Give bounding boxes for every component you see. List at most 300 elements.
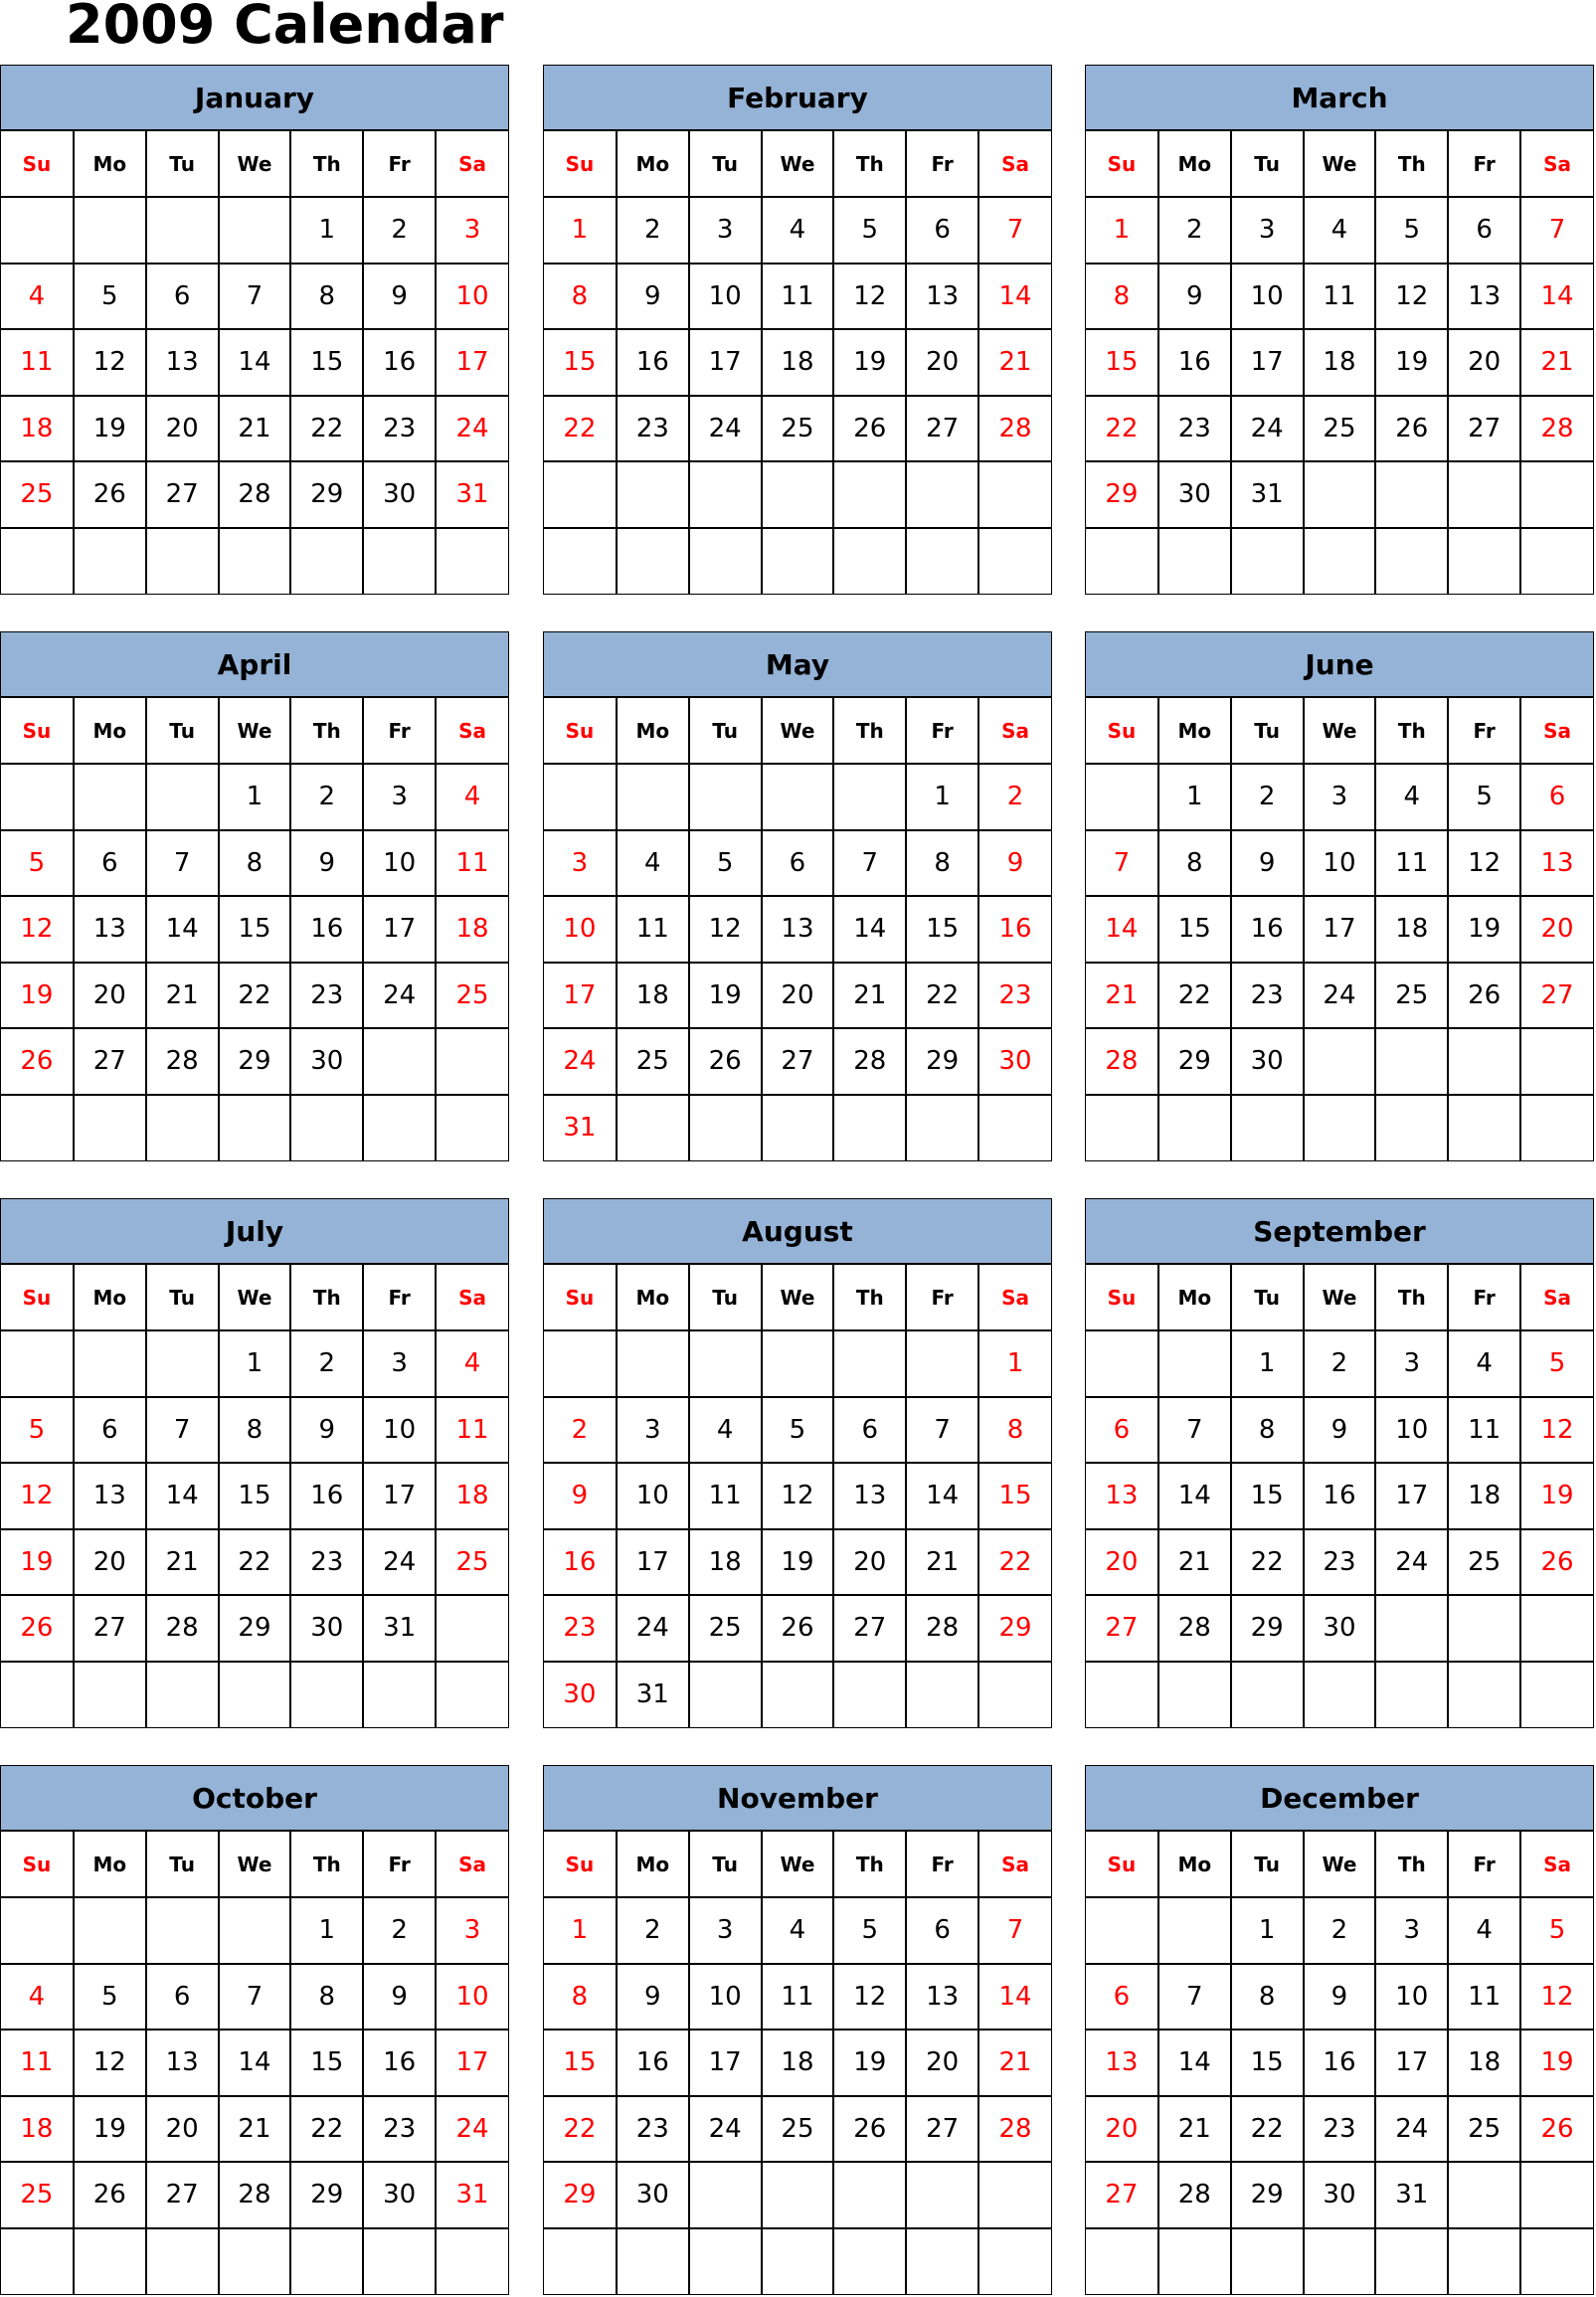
day-cell [544,1330,617,1397]
week-row [544,1964,1051,2031]
day-cell: 22 [1158,963,1231,1029]
day-cell: 11 [689,1463,762,1529]
day-cell [1,197,74,264]
week-row [1086,1897,1593,1964]
day-cell [689,461,762,528]
week-row [544,2096,1051,2163]
day-cell: 15 [906,896,978,963]
day-cell: 8 [544,1964,617,2031]
day-cell: 18 [436,896,508,963]
day-cell: 16 [1304,1463,1376,1529]
day-cell: 30 [290,1595,363,1662]
day-cell: 15 [1231,1463,1304,1529]
day-cell: 16 [1231,896,1304,963]
day-cell: 4 [1375,764,1448,830]
week-row [1086,329,1593,396]
month-name: May [544,632,1051,698]
day-cell: 19 [833,329,906,396]
week-row [1086,197,1593,264]
weekday-header-row [544,1265,1051,1330]
day-cell: 26 [1520,1529,1593,1596]
day-cell [219,1897,291,1964]
weekday-label: We [1304,698,1376,764]
weekday-label: We [1304,1832,1376,1897]
day-cell: 7 [1520,197,1593,264]
weekday-label: We [762,1832,834,1897]
day-cell: 15 [219,1463,291,1529]
day-cell: 21 [1520,329,1593,396]
weekday-label: Mo [1158,1832,1231,1897]
day-cell: 21 [219,396,291,462]
day-cell: 4 [762,197,834,264]
day-cell: 6 [833,1397,906,1464]
month-august [543,1198,1052,1728]
day-cell: 1 [906,764,978,830]
day-cell [906,2162,978,2228]
weekday-label: We [219,131,291,197]
month-table [544,1832,1051,2294]
month-table [1086,698,1593,1160]
month-january [0,65,509,595]
day-cell: 25 [689,1595,762,1662]
day-cell: 30 [290,1028,363,1095]
day-cell: 14 [219,329,291,396]
day-cell: 31 [436,461,508,528]
day-cell: 30 [1158,461,1231,528]
week-row [1,896,508,963]
day-cell: 30 [978,1028,1051,1095]
day-cell: 7 [906,1397,978,1464]
week-row [1,264,508,330]
day-cell: 26 [1,1595,74,1662]
day-cell: 30 [1304,2162,1376,2228]
weekday-label: Tu [689,131,762,197]
day-cell [762,2228,834,2295]
day-cell: 26 [689,1028,762,1095]
day-cell [1,2228,74,2295]
day-cell: 13 [1448,264,1520,330]
day-cell: 14 [146,896,219,963]
weekday-label: Sa [436,131,508,197]
weekday-label: Mo [74,698,146,764]
weekday-label: Th [833,1265,906,1330]
day-cell: 13 [906,264,978,330]
day-cell: 25 [1448,2096,1520,2163]
day-cell: 10 [689,1964,762,2031]
day-cell: 4 [762,1897,834,1964]
weekday-header-row [1086,698,1593,764]
day-cell: 10 [436,264,508,330]
weekday-label: Su [1086,1832,1158,1897]
day-cell: 4 [1448,1330,1520,1397]
day-cell: 23 [363,396,436,462]
day-cell [290,528,363,595]
day-cell: 25 [617,1028,689,1095]
day-cell [1448,2228,1520,2295]
day-cell: 6 [1086,1397,1158,1464]
day-cell: 22 [1231,2096,1304,2163]
day-cell: 7 [146,830,219,897]
day-cell: 5 [74,1964,146,2031]
weekday-label: Su [544,131,617,197]
day-cell [363,2228,436,2295]
day-cell: 5 [1448,764,1520,830]
day-cell [436,1095,508,1161]
day-cell: 8 [1086,264,1158,330]
weekday-label: Mo [617,698,689,764]
week-row [544,528,1051,595]
day-cell: 6 [1520,764,1593,830]
week-row [1,1595,508,1662]
day-cell: 29 [290,461,363,528]
day-cell: 19 [762,1529,834,1596]
weekday-label: Th [290,131,363,197]
day-cell: 19 [74,2096,146,2163]
weekday-label: Su [1086,131,1158,197]
day-cell [762,461,834,528]
week-row [1,764,508,830]
week-row [1,1897,508,1964]
day-cell: 1 [219,764,291,830]
day-cell [1304,1095,1376,1161]
day-cell: 19 [689,963,762,1029]
month-table [1,1265,508,1727]
weekday-label: Fr [1448,1265,1520,1330]
day-cell [1375,1095,1448,1161]
day-cell: 10 [1231,264,1304,330]
day-cell: 7 [1158,1397,1231,1464]
day-cell: 22 [1086,396,1158,462]
weekday-header-row [1,1832,508,1897]
day-cell [1,1330,74,1397]
day-cell: 6 [146,264,219,330]
day-cell [689,1330,762,1397]
day-cell: 29 [978,1595,1051,1662]
day-cell: 29 [219,1028,291,1095]
day-cell: 6 [1448,197,1520,264]
week-row [1086,1529,1593,1596]
day-cell [219,1095,291,1161]
day-cell: 13 [906,1964,978,2031]
day-cell: 12 [1,896,74,963]
day-cell: 27 [906,2096,978,2163]
weekday-label: Fr [363,1832,436,1897]
day-cell: 3 [436,197,508,264]
day-cell: 20 [833,1529,906,1596]
weekday-label: Mo [617,131,689,197]
day-cell: 20 [906,329,978,396]
day-cell: 27 [74,1595,146,1662]
day-cell [146,528,219,595]
day-cell: 10 [436,1964,508,2031]
day-cell: 7 [219,1964,291,2031]
weekday-label: Tu [1231,1265,1304,1330]
day-cell [689,764,762,830]
weekday-header-row [1086,131,1593,197]
month-name: November [544,1766,1051,1832]
weekday-label: Su [1086,698,1158,764]
day-cell: 25 [1,461,74,528]
day-cell: 22 [219,963,291,1029]
day-cell: 11 [436,830,508,897]
day-cell: 11 [617,896,689,963]
day-cell: 28 [833,1028,906,1095]
day-cell: 9 [1158,264,1231,330]
day-cell: 3 [363,764,436,830]
day-cell: 21 [1158,1529,1231,1596]
day-cell [74,1330,146,1397]
day-cell [1086,528,1158,595]
day-cell [689,528,762,595]
day-cell: 4 [1448,1897,1520,1964]
weekday-header-row [544,698,1051,764]
week-row [1086,396,1593,462]
day-cell [689,2162,762,2228]
day-cell [1375,2228,1448,2295]
week-row [544,1662,1051,1728]
day-cell: 16 [617,2030,689,2096]
day-cell: 23 [1304,1529,1376,1596]
week-row [1086,1662,1593,1728]
day-cell: 28 [978,396,1051,462]
weekday-label: Fr [906,1265,978,1330]
day-cell: 29 [1086,461,1158,528]
day-cell [1231,528,1304,595]
day-cell: 12 [1,1463,74,1529]
day-cell: 9 [978,830,1051,897]
day-cell: 30 [617,2162,689,2228]
day-cell: 4 [617,830,689,897]
week-row [544,1897,1051,1964]
day-cell: 1 [1231,1330,1304,1397]
day-cell: 17 [1375,1463,1448,1529]
day-cell: 7 [978,197,1051,264]
day-cell: 8 [290,264,363,330]
day-cell [544,2228,617,2295]
month-april [0,631,509,1161]
day-cell: 25 [1448,1529,1520,1596]
day-cell [906,528,978,595]
day-cell: 11 [1448,1964,1520,2031]
day-cell: 21 [978,2030,1051,2096]
day-cell: 4 [436,764,508,830]
day-cell: 31 [617,1662,689,1728]
week-row [1086,2162,1593,2228]
day-cell [1086,2228,1158,2295]
week-row [1086,896,1593,963]
day-cell: 29 [1158,1028,1231,1095]
month-table [1086,131,1593,594]
day-cell: 3 [363,1330,436,1397]
day-cell: 6 [146,1964,219,2031]
month-december [1085,1765,1594,2295]
day-cell [617,461,689,528]
day-cell: 21 [906,1529,978,1596]
weekday-header-row [1,131,508,197]
day-cell [436,1028,508,1095]
day-cell: 25 [1304,396,1376,462]
day-cell: 13 [74,896,146,963]
week-row [544,1529,1051,1596]
day-cell: 7 [978,1897,1051,1964]
month-september [1085,1198,1594,1728]
day-cell [978,2228,1051,2295]
day-cell: 13 [762,896,834,963]
day-cell: 22 [978,1529,1051,1596]
day-cell [1,528,74,595]
weekday-label: Th [833,698,906,764]
day-cell [436,1662,508,1728]
weekday-label: We [1304,131,1376,197]
day-cell: 5 [1520,1330,1593,1397]
day-cell: 31 [363,1595,436,1662]
day-cell: 24 [1375,1529,1448,1596]
day-cell: 10 [363,1397,436,1464]
day-cell: 4 [1,1964,74,2031]
day-cell: 11 [436,1397,508,1464]
day-cell: 2 [544,1397,617,1464]
weekday-label: Fr [906,698,978,764]
weekday-header-row [544,131,1051,197]
month-name: December [1086,1766,1593,1832]
day-cell [1,1662,74,1728]
week-row [1086,264,1593,330]
day-cell: 23 [617,396,689,462]
day-cell [290,2228,363,2295]
weekday-label: Fr [906,1832,978,1897]
day-cell [1,764,74,830]
day-cell: 26 [74,461,146,528]
day-cell: 12 [74,2030,146,2096]
day-cell [363,528,436,595]
day-cell: 22 [906,963,978,1029]
week-row [544,896,1051,963]
weekday-label: Fr [906,131,978,197]
week-row [544,1397,1051,1464]
month-name: October [1,1766,508,1832]
day-cell [617,528,689,595]
day-cell: 5 [689,830,762,897]
week-row [544,264,1051,330]
day-cell: 29 [219,1595,291,1662]
day-cell: 22 [1231,1529,1304,1596]
day-cell: 8 [978,1397,1051,1464]
day-cell: 12 [74,329,146,396]
day-cell [978,1095,1051,1161]
day-cell [436,1595,508,1662]
day-cell: 9 [1231,830,1304,897]
week-row [1086,830,1593,897]
month-name: September [1086,1199,1593,1265]
day-cell [1304,1028,1376,1095]
day-cell [1304,528,1376,595]
day-cell [762,528,834,595]
day-cell: 27 [146,2162,219,2228]
day-cell [762,764,834,830]
day-cell: 26 [1448,963,1520,1029]
day-cell: 21 [1158,2096,1231,2163]
day-cell: 2 [1304,1897,1376,1964]
day-cell: 23 [617,2096,689,2163]
day-cell: 28 [219,461,291,528]
day-cell: 3 [689,197,762,264]
day-cell [1448,1095,1520,1161]
day-cell: 3 [1375,1330,1448,1397]
day-cell: 12 [833,264,906,330]
weekday-label: Su [1,698,74,764]
weekday-header-row [1,1265,508,1330]
day-cell [1,1095,74,1161]
day-cell: 9 [544,1463,617,1529]
day-cell [978,528,1051,595]
day-cell: 18 [1,2096,74,2163]
week-row [1,197,508,264]
day-cell: 7 [146,1397,219,1464]
day-cell: 25 [762,396,834,462]
week-row [544,329,1051,396]
day-cell: 5 [833,1897,906,1964]
day-cell: 14 [978,264,1051,330]
week-row [544,1330,1051,1397]
day-cell [833,2162,906,2228]
day-cell [978,2162,1051,2228]
day-cell [1448,528,1520,595]
week-row [1,2162,508,2228]
month-july [0,1198,509,1728]
day-cell: 9 [1304,1397,1376,1464]
weekday-label: Tu [1231,698,1304,764]
day-cell: 9 [617,1964,689,2031]
weekday-label: Tu [146,1265,219,1330]
day-cell [762,2162,834,2228]
weekday-label: Fr [363,698,436,764]
weekday-label: We [219,698,291,764]
day-cell: 27 [906,396,978,462]
day-cell: 10 [544,896,617,963]
day-cell: 31 [436,2162,508,2228]
day-cell: 13 [833,1463,906,1529]
day-cell: 2 [363,1897,436,1964]
day-cell: 24 [363,1529,436,1596]
week-row [1086,528,1593,595]
day-cell [833,1330,906,1397]
day-cell: 18 [689,1529,762,1596]
day-cell [74,764,146,830]
day-cell: 27 [1448,396,1520,462]
day-cell: 9 [1304,1964,1376,2031]
day-cell [1158,1662,1231,1728]
day-cell: 22 [544,2096,617,2163]
day-cell: 15 [1158,896,1231,963]
day-cell: 27 [833,1595,906,1662]
day-cell: 18 [1304,329,1376,396]
day-cell: 13 [1086,2030,1158,2096]
day-cell: 14 [906,1463,978,1529]
day-cell: 4 [1,264,74,330]
day-cell: 3 [544,830,617,897]
week-row [1,1662,508,1728]
day-cell: 19 [1,1529,74,1596]
weekday-label: Tu [1231,131,1304,197]
day-cell: 29 [290,2162,363,2228]
week-row [544,963,1051,1029]
week-row [1086,963,1593,1029]
week-row [544,830,1051,897]
week-row [1086,1595,1593,1662]
day-cell: 27 [1086,1595,1158,1662]
day-cell: 8 [1231,1397,1304,1464]
day-cell [1158,1897,1231,1964]
